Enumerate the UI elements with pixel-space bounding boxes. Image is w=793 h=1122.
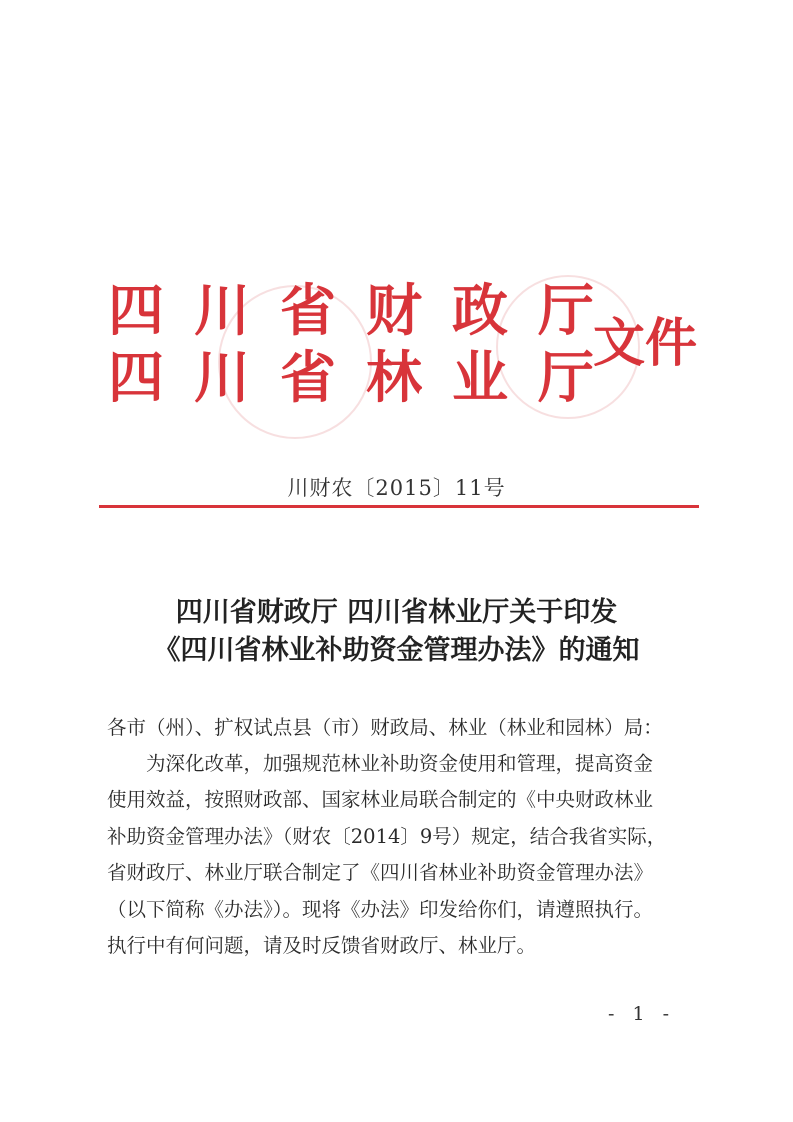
body-line: 补助资金管理办法》（财农〔2014〕9号）规定，结合我省实际， — [107, 824, 667, 848]
body-line: 执行中有何问题，请及时反馈省财政厅、林业厅。 — [107, 934, 537, 958]
body-paragraph — [107, 746, 692, 964]
body-line: 省财政厅、林业厅联合制定了《四川省林业补助资金管理办法》 — [107, 861, 654, 885]
document-label: 文件 — [593, 313, 698, 374]
body-line: 为深化改革，加强规范林业补助资金使用和管理，提高资金 — [146, 752, 654, 775]
notice-title-line-2: 《四川省林业补助资金管理办法》的通知 — [153, 635, 640, 666]
body-line: 使用效益，按照财政部、国家林业局联合制定的《中央财政林业 — [107, 788, 654, 812]
body-line: （以下简称《办法》）。现将《办法》印发给你们，请遵照执行。 — [107, 897, 654, 921]
document-number: 川财农〔2015〕11号 — [287, 476, 506, 500]
notice-title-line-1: 四川省财政厅 四川省林业厅关于印发 — [175, 597, 618, 628]
issuer-name-forestry: 四川省林业厅 — [108, 345, 624, 411]
red-divider — [99, 505, 699, 508]
issuer-name-finance: 四川省财政厅 — [108, 278, 624, 344]
page-number: - 1 - — [608, 1003, 676, 1025]
salutation: 各市（州）、扩权试点县（市）财政局、林业（林业和园林）局： — [107, 716, 663, 739]
